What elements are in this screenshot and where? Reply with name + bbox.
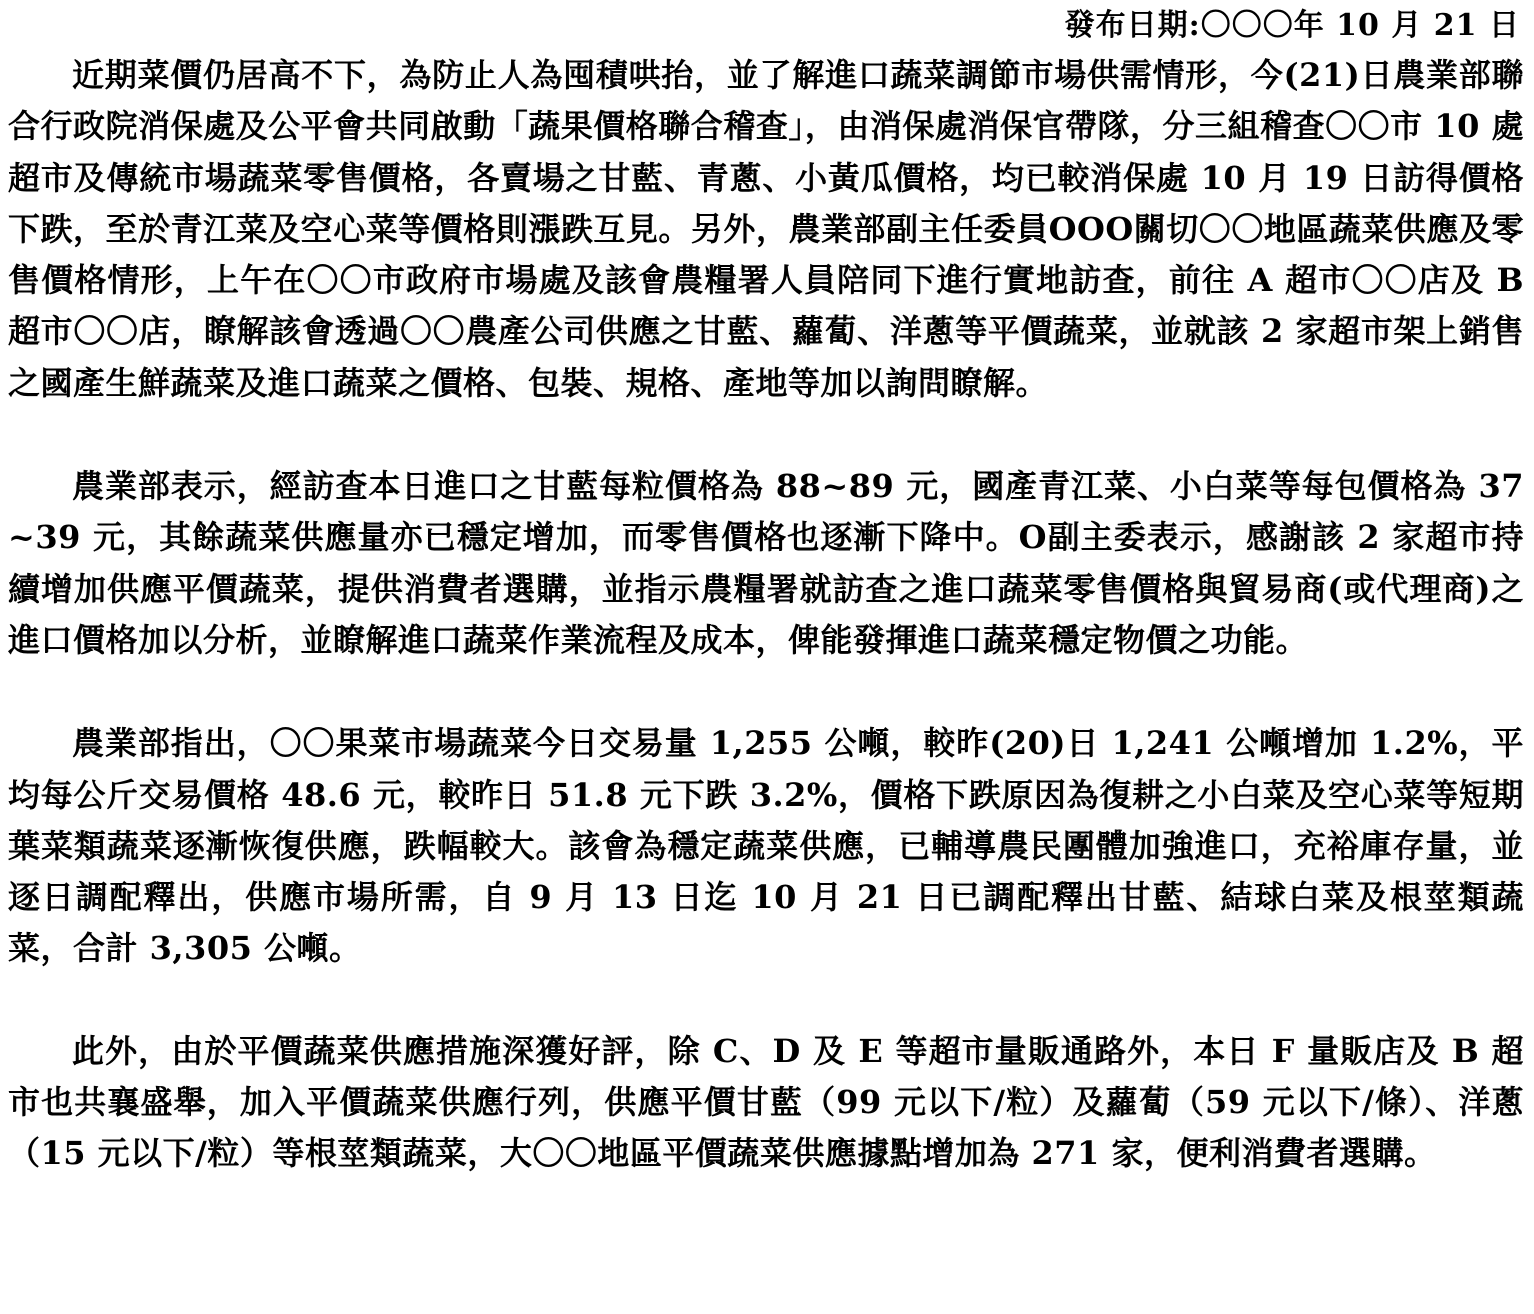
paragraph-spacer (8, 666, 1524, 718)
paragraph-1: 近期菜價仍居高不下，為防止人為囤積哄抬，並了解進口蔬菜調節市場供需情形，今(21)日農業部聯合行政院消保處及公平會共同啟動「蔬果價格聯合稽查」，由消保處消保官帶隊，分三組稽查〇〇市 10 處超市及傳統市場蔬菜零售價格，各賣場之甘藍、青蔥、小黃瓜價格，均已較消保處 10 月 19 日訪得價格下跌，至於青江菜及空心菜等價格則漲跌互見。另外，農業部副主任委員OOO關切〇〇地區蔬菜供應及零售價格情形，上午在〇〇市政府市場處及該會農糧署人員陪同下進行實地訪查，前往 A 超市〇〇店及 B 超市〇〇店，瞭解該會透過〇〇農產公司供應之甘藍、蘿蔔、洋蔥等平價蔬菜，並就該 2 家超市架上銷售之國產生鮮蔬菜及進口蔬菜之價格、包裝、規格、產地等加以詢問瞭解。 (8, 56, 1524, 402)
paragraph-4: 此外，由於平價蔬菜供應措施深獲好評，除 C、D 及 E 等超市量販通路外，本日 F 量販店及 B 超市也共襄盛舉，加入平價蔬菜供應行列，供應平價甘藍（99 元以下/粒）及蘿蔔（59 元以下/條）、洋蔥（15 元以下/粒）等根莖類蔬菜，大〇〇地區平價蔬菜供應據點增加為 271 家，便利消費者選購。 (8, 1031, 1524, 1173)
paragraph-spacer (8, 409, 1524, 461)
paragraph-2: 農業部表示，經訪查本日進口之甘藍每粒價格為 88~89 元，國產青江菜、小白菜等每包價格為 37~39 元，其餘蔬菜供應量亦已穩定增加，而零售價格也逐漸下降中。O副主委表示，感謝該 2 家超市持續增加供應平價蔬菜，提供消費者選購，並指示農糧署就訪查之進口蔬菜零售價格與貿易商(或代理商)之進口價格加以分析，並瞭解進口蔬菜作業流程及成本，俾能發揮進口蔬菜穩定物價之功能。 (8, 467, 1524, 659)
paragraph-3: 農業部指出，〇〇果菜市場蔬菜今日交易量 1,255 公噸，較昨(20)日 1,241 公噸增加 1.2%，平均每公斤交易價格 48.6 元，較昨日 51.8 元下跌 3.2%，價格下跌原因為復耕之小白菜及空心菜等短期葉菜類蔬菜逐漸恢復供應，跌幅較大。該會為穩定蔬菜供應，已輔導農民團體加強進口，充裕庫存量，並逐日調配釋出，供應市場所需，自 9 月 13 日迄 10 月 21 日已調配釋出甘藍、結球白菜及根莖類蔬菜，合計 3,305 公噸。 (8, 724, 1524, 968)
paragraph-spacer (8, 975, 1524, 1026)
release-date: 發布日期:〇〇〇年 10 月 21 日 (1064, 8, 1520, 43)
